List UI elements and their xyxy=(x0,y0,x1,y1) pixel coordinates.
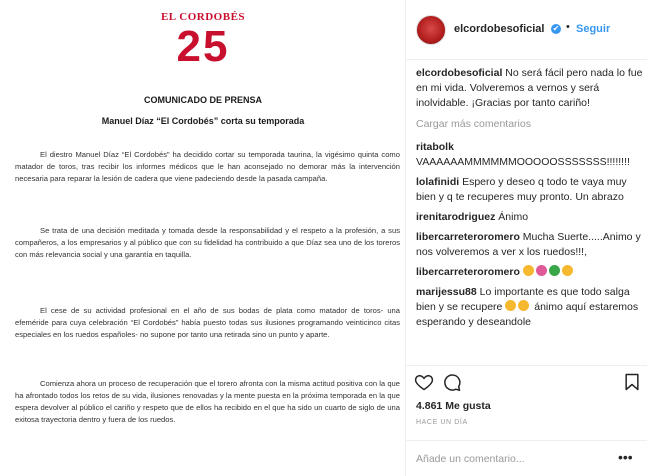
comment xyxy=(416,175,644,205)
logo-top-text: EL CORDOBÉS xyxy=(160,11,246,23)
verified-icon: ✔ xyxy=(552,24,560,33)
comment xyxy=(416,210,644,225)
caption-text: No será fácil pero nada lo fue en mi vida. Volveremos a vernos y será inolvidable. ¡Gracias por tanto cariño! xyxy=(416,67,643,109)
comment-username[interactable]: lolafinidi xyxy=(416,176,460,188)
emoji-icon xyxy=(536,265,547,276)
heart-icon[interactable] xyxy=(414,372,434,392)
comment-text-continued: ánimo aquí estaremos esperando y deseandole xyxy=(416,301,639,328)
comment-username[interactable]: marijessu88 xyxy=(416,286,477,298)
comment xyxy=(416,140,644,170)
add-comment-bar xyxy=(406,440,647,476)
post-timestamp: HACE UN DÍA xyxy=(416,419,468,426)
press-release-title: COMUNICADO DE PRENSA xyxy=(143,95,262,105)
comment xyxy=(416,230,644,260)
comment-username[interactable]: irenitarodriguez xyxy=(416,211,496,223)
emoji-icon xyxy=(562,265,573,276)
comment-text: Espero y deseo q todo te vaya muy bien y q te recuperes muy pronto. Un abrazo xyxy=(416,176,627,203)
header-username[interactable]: elcordobesoficial xyxy=(454,23,545,35)
comment xyxy=(416,265,644,280)
logo-number: 25 xyxy=(176,22,230,71)
likes-count[interactable]: 4.861 Me gusta xyxy=(416,400,491,412)
press-release-subtitle: Manuel Díaz “El Cordobés” corta su temporada xyxy=(101,116,305,126)
comment-text: Ánimo xyxy=(495,211,529,223)
load-more-comments-button[interactable]: Cargar más comentarios xyxy=(416,118,531,130)
follow-button[interactable]: Seguir xyxy=(576,23,611,35)
comment-username[interactable]: libercarreteroromero xyxy=(416,231,520,243)
emoji-icon xyxy=(505,300,516,311)
emoji-icon xyxy=(549,265,560,276)
comment-text: Mucha Suerte.....Animo y nos volveremos a ver x los ruedos!!!, xyxy=(416,231,641,258)
press-paragraph-2: Se trata de una decisión meditada y tomada desde la responsabilidad y el respeto a la profesión, a sus compañeros, a los empresarios y al público que con su fidelidad ha contribuido a que Díaz sea uno de los toreros con más relevancia social y una garantía en taquilla. xyxy=(15,226,400,259)
caption xyxy=(416,66,644,111)
avatar[interactable] xyxy=(416,15,446,45)
bookmark-icon[interactable] xyxy=(622,372,642,392)
more-options-icon[interactable]: ••• xyxy=(618,449,633,465)
post-sidebar xyxy=(406,0,647,476)
emoji-icon xyxy=(518,300,529,311)
comment xyxy=(416,285,644,330)
comment-text: Lo importante es que todo salga bien y se recupere xyxy=(416,286,630,313)
press-paragraph-3: El cese de su actividad profesional en el año de sus bodas de plata como matador de toros- una efeméride para cuya celebración “El Cordobés” había puesto todas sus ilusiones programando veinticinco citas especiales en los ruedos españoles- no supone por tanto una retirada sino un punto y aparte. xyxy=(15,306,400,339)
press-paragraph-4: Comienza ahora un proceso de recuperación que el torero afronta con la misma actitud positiva con la que ha afrontado todos los retos de su vida, ilusiones renovadas y la mente puesta en la próxima temporada en la que espera devolver al público el cariño y respeto que de ellos ha recibido en el que ha sido un cuarto de siglo de una exitosa trayectoria dentro y fuera de los ruedos. xyxy=(15,379,400,424)
header-separator: • xyxy=(566,21,570,33)
caption-username[interactable]: elcordobesoficial xyxy=(416,67,503,79)
comment-username[interactable]: libercarreteroromero xyxy=(416,266,520,278)
press-paragraph-1: El diestro Manuel Díaz “El Cordobés” ha decidido cortar su temporada taurina, la vigésimo quinta como matador de toros, tras recibir los informes médicos que le han aconsejado no demorar más la intervención necesaria para reparar la lesión de cadera que viene padeciendo desde la pasada campaña. xyxy=(15,150,400,183)
post-header xyxy=(406,0,647,60)
comment-icon[interactable] xyxy=(442,372,462,392)
emoji-icon xyxy=(523,265,534,276)
action-bar xyxy=(406,365,647,397)
comment-username[interactable]: ritabolk xyxy=(416,141,454,153)
comments-list xyxy=(416,66,644,364)
add-comment-input[interactable] xyxy=(416,450,606,468)
comment-text: VAAAAAAMMMMMMOOOOOSSSSSSS!!!!!!!! xyxy=(416,156,630,168)
